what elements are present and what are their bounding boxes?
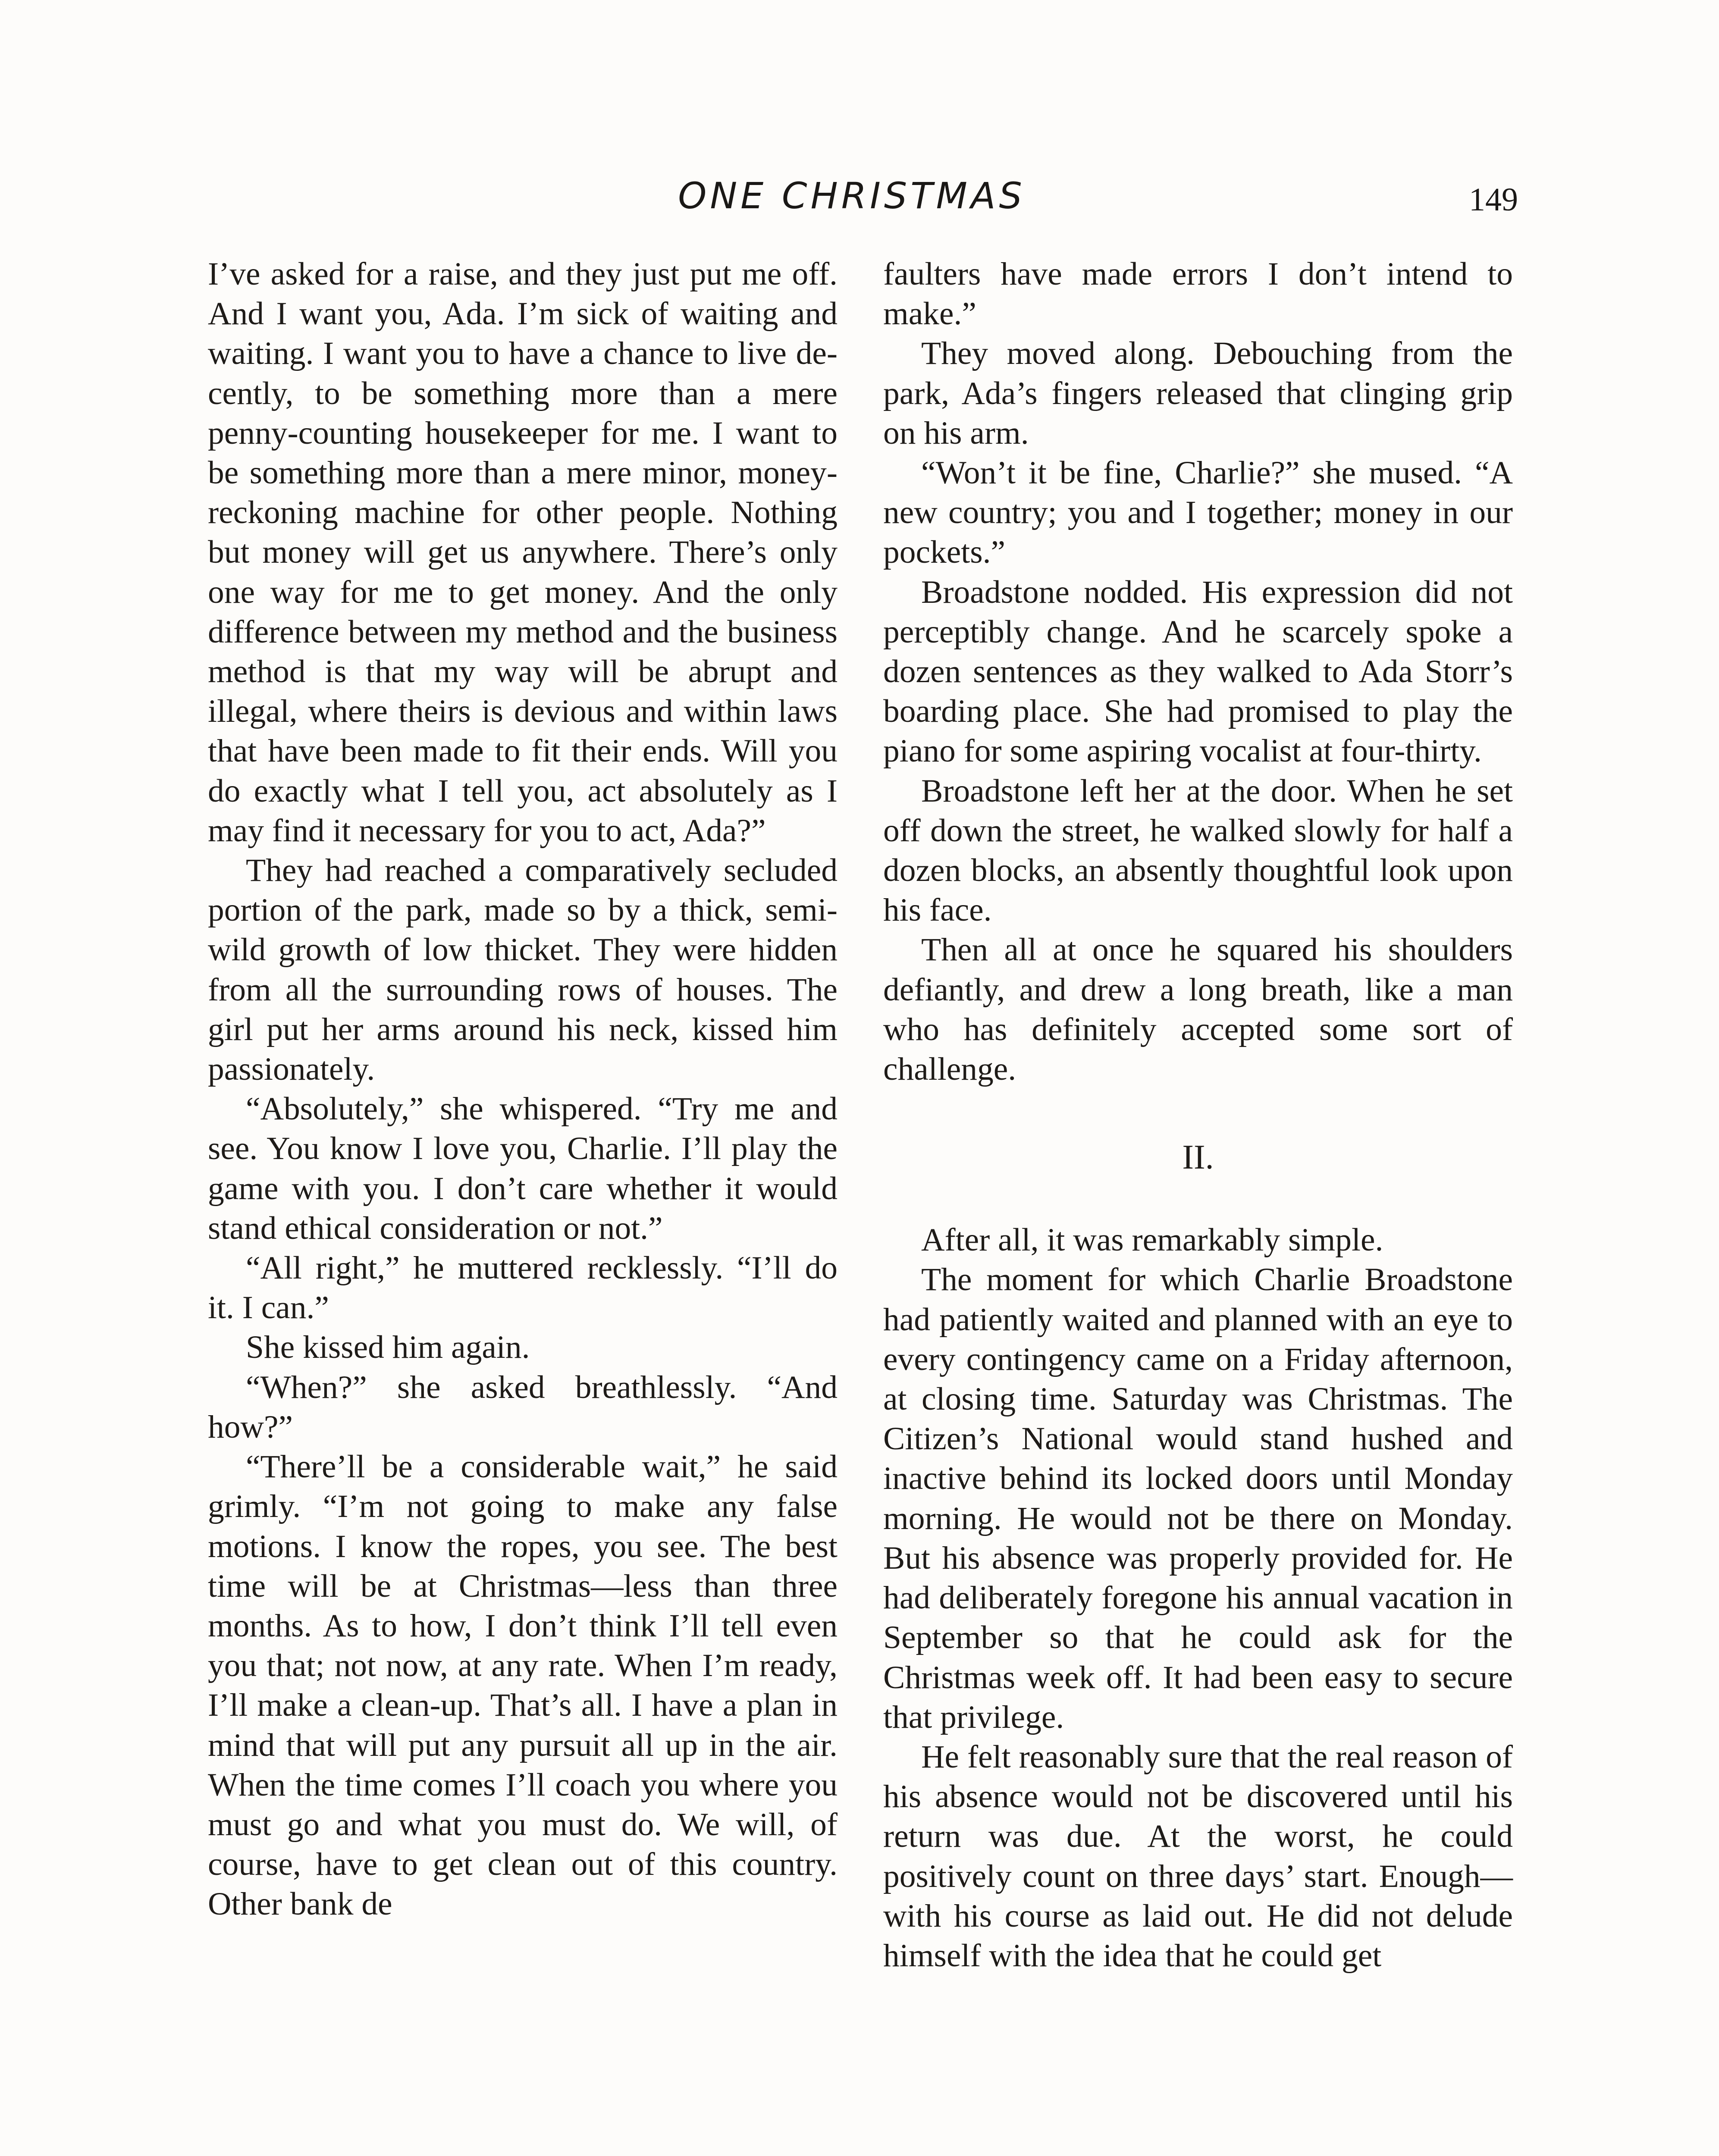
paragraph: faulters have made errors I don’t intend to make.” <box>883 256 1513 332</box>
paragraph: He felt reasonably sure that the real reason of his absence would not be discovered until his return was due. At the worst, he could positively count on three days’ start. Enough—with his course as laid out. He did not delude himself with the idea that he could get <box>883 1739 1513 1974</box>
paragraph: I’ve asked for a raise, and they just put me off. And I want you, Ada. I’m sick of waiting and waiting. I want you to have a chance to live decently, to be something more than a mere penny-counting housekeeper for me. I want to be something more than a mere minor, money-reckoning machine for other people. Nothing but money will get us anywhere. There’s only one way for me to get money. And the only difference between my method and the business method is that my way will be abrupt and illegal, where theirs is devious and within laws that have been made to fit their ends. Will you do exactly what I tell you, act absolutely as I may find it necessary for you to act, Ada?” <box>208 256 838 849</box>
paragraph: “There’ll be a considerable wait,” he said grimly. “I’m not going to make any false motions. I know the ropes, you see. The best time will be at Christmas—less than three months. As to how, I don’t think I’ll tell even you that; not now, at any rate. When I’m ready, I’ll make a clean-up. That’s all. I have a plan in mind that will put any pursuit all up in the air. When the time comes I’ll coach you where you must go and what you must do. We will, of course, have to get clean out of this country. Other bank de <box>208 1449 838 1922</box>
paragraph: “When?” she asked breathlessly. “And how?” <box>208 1369 838 1445</box>
left-text-column <box>208 254 838 1924</box>
section-heading: II. <box>1182 1138 1214 1177</box>
right-text-column <box>883 254 1513 1976</box>
paragraph: The moment for which Charlie Broadstone had patiently waited and planned with an eye to every contingency came on a Friday afternoon, at closing time. Saturday was Christmas. The Citizen’s National would stand hushed and inactive behind its locked doors until Monday morning. He would not be there on Monday. But his absence was properly provided for. He had deliberately foregone his annual vacation in September so that he could ask for the Christmas week off. It had been easy to secure that privilege. <box>883 1262 1513 1735</box>
paragraph: Broadstone nodded. His expression did not perceptibly change. And he scarcely spoke a dozen sentences as they walked to Ada Storr’s boarding place. She had promised to play the piano for some aspiring vocalist at four-thirty. <box>883 574 1513 769</box>
paragraph: After all, it was remarkably simple. <box>921 1222 1383 1258</box>
paragraph: Broadstone left her at the door. When he set off down the street, he walked slowly for half a dozen blocks, an absently thoughtful look upon his face. <box>883 773 1513 928</box>
paragraph: “All right,” he muttered recklessly. “I’ll do it. I can.” <box>208 1250 838 1326</box>
page-number: 149 <box>1469 182 1518 218</box>
paragraph: They had reached a comparatively secluded portion of the park, made so by a thick, semi-wild growth of low thicket. They were hidden from all the surrounding rows of houses. The girl put her arms around his neck, kissed him passionately. <box>208 852 838 1087</box>
running-title: ONE CHRISTMAS <box>678 175 1026 217</box>
paragraph: She kissed him again. <box>246 1329 530 1366</box>
paragraph: They moved along. Debouching from the park, Ada’s fingers released that clinging grip on his arm. <box>883 335 1513 451</box>
paragraph: Then all at once he squared his shoulders defiantly, and drew a long breath, like a man who has definitely accepted some sort of challenge. <box>883 932 1513 1087</box>
paragraph: “Absolutely,” she whispered. “Try me and see. You know I love you, Charlie. I’ll play the game with you. I don’t care whether it would stand ethical consideration or not.” <box>208 1091 838 1246</box>
paragraph: “Won’t it be fine, Charlie?” she mused. “A new country; you and I together; money in our pockets.” <box>883 455 1513 570</box>
